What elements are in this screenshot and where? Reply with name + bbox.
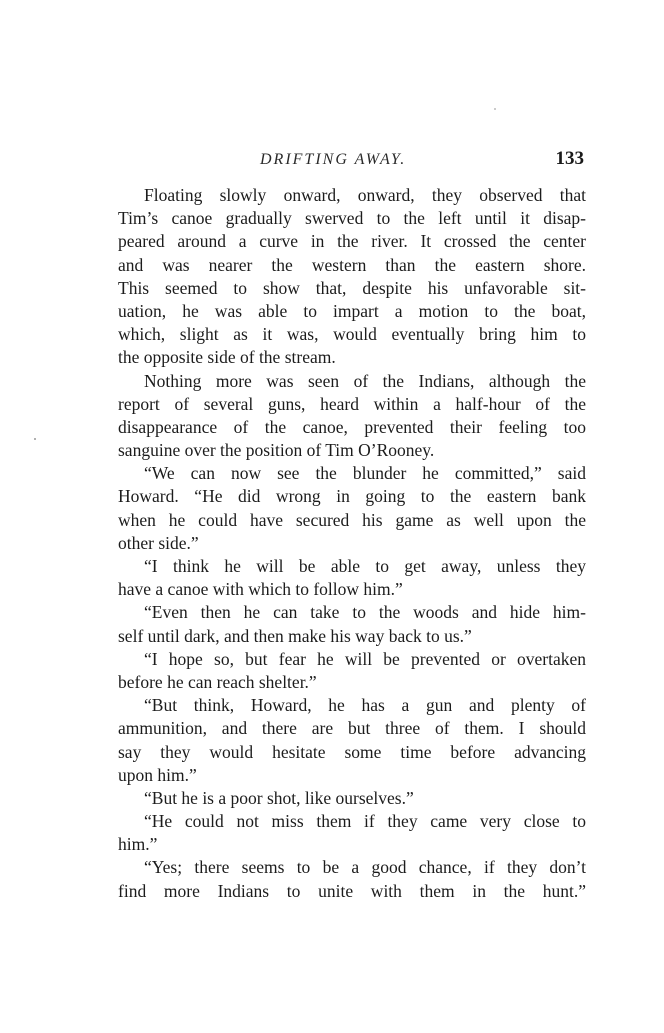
text-line: peared around a curve in the river. It crossed the center <box>118 231 586 252</box>
text-line: Howard. “He did wrong in going to the eastern bank <box>118 486 586 507</box>
text-line: upon him.” <box>118 764 197 785</box>
text-line: This seemed to show that, despite his unfavorable sit- <box>118 277 586 298</box>
scan-speck <box>34 438 36 440</box>
text-line: find more Indians to unite with them in the hunt.” <box>118 880 586 901</box>
text-line: and was nearer the western than the eastern shore. <box>118 254 586 275</box>
text-line: “Even then he can take to the woods and hide him- <box>144 602 586 623</box>
text-line: ammunition, and there are but three of them. I should <box>118 718 586 739</box>
text-line: him.” <box>118 834 158 855</box>
page-number: 133 <box>555 148 584 169</box>
text-line: say they would hesitate some time before advancing <box>118 741 586 762</box>
text-line: “I hope so, but fear he will be prevented or overtaken <box>144 648 586 669</box>
text-line: which, slight as it was, would eventually bring him to <box>118 324 586 345</box>
text-line: “He could not miss them if they came very close to <box>144 811 586 832</box>
text-line: have a canoe with which to follow him.” <box>118 579 403 600</box>
text-line: sanguine over the position of Tim O’Rooney. <box>118 440 435 461</box>
text-line: disappearance of the canoe, prevented their feeling too <box>118 416 586 437</box>
text-line: when he could have secured his game as well upon the <box>118 509 586 530</box>
text-line: other side.” <box>118 532 199 553</box>
text-line: “But he is a poor shot, like ourselves.” <box>144 787 414 808</box>
text-line: Nothing more was seen of the Indians, although the <box>144 370 586 391</box>
text-line: Tim’s canoe gradually swerved to the left until it disap- <box>118 208 586 229</box>
text-line: “We can now see the blunder he committed,” said <box>144 463 586 484</box>
text-line: Floating slowly onward, onward, they observed that <box>144 185 586 205</box>
running-head-title: DRIFTING AWAY. <box>260 151 407 168</box>
text-line: “I think he will be able to get away, unless they <box>144 556 586 576</box>
text-line: “Yes; there seems to be a good chance, if they don’t <box>144 857 586 878</box>
body-text <box>118 184 586 903</box>
text-line: before he can reach shelter.” <box>118 671 317 692</box>
text-line: self until dark, and then make his way back to us.” <box>118 625 472 646</box>
text-line: uation, he was able to impart a motion to the boat, <box>118 300 586 321</box>
text-line: the opposite side of the stream. <box>118 347 336 368</box>
text-line: report of several guns, heard within a half-hour of the <box>118 393 586 414</box>
scan-speck <box>494 108 496 110</box>
text-line: “But think, Howard, he has a gun and plenty of <box>144 695 586 716</box>
